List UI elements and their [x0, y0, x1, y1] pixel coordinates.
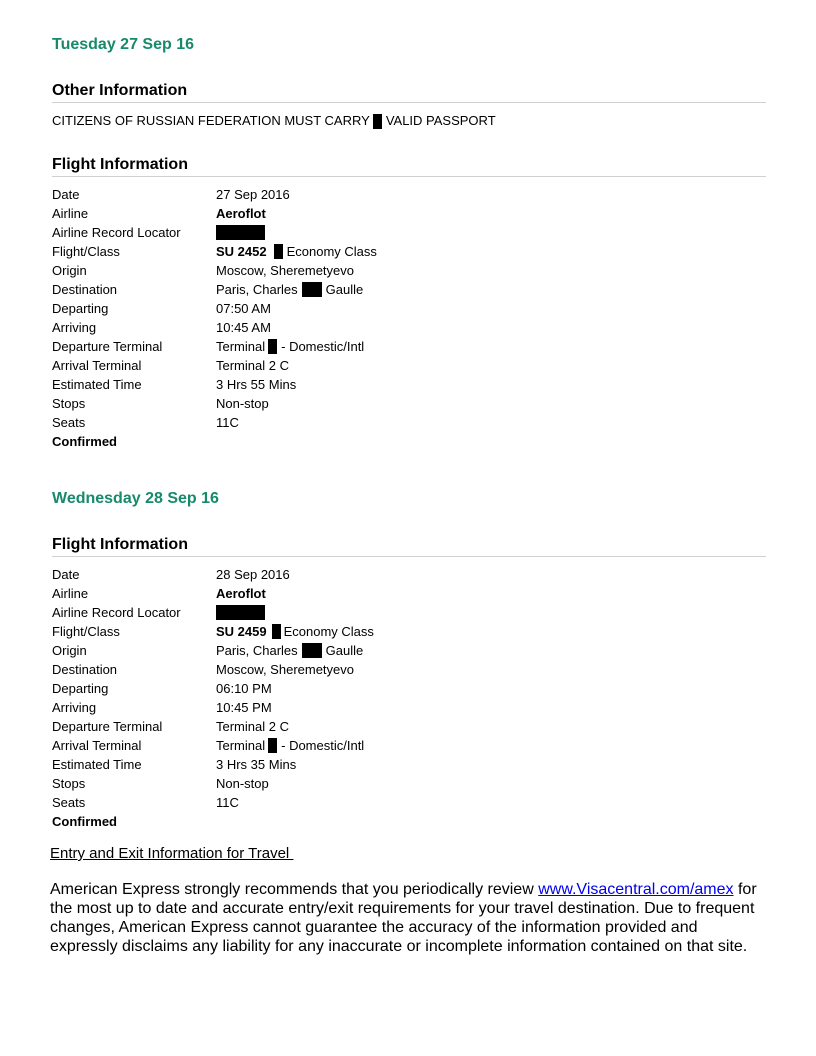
- redaction-block: [302, 282, 322, 297]
- value-flight-class: [216, 624, 374, 639]
- passport-notice-text-b: VALID PASSPORT: [385, 113, 496, 128]
- value-arriving: 10:45 PM: [216, 700, 272, 715]
- row-destination: [52, 280, 377, 299]
- visacentral-link[interactable]: www.Visacentral.com/amex: [538, 881, 734, 898]
- row-flight-class: [52, 622, 374, 641]
- label-destination: Destination: [52, 662, 118, 677]
- label-arrival-terminal: Arrival Terminal: [52, 738, 142, 753]
- label-destination: Destination: [52, 282, 118, 297]
- label-estimated-time: Estimated Time: [52, 377, 142, 392]
- value-airline: Aeroflot: [216, 206, 266, 221]
- entry-exit-text-b: for the most up to date and accurate entry/exit requirements for your travel destination. Due to frequent changes, American Express cannot guarantee the accuracy of the information provided and expressly disclaims any liability for any inaccurate or incomplete information contained on that site.: [50, 881, 757, 955]
- value-seats: 11C: [216, 415, 239, 430]
- value-departing: 06:10 PM: [216, 681, 272, 696]
- redaction-block: [274, 244, 283, 259]
- label-date: Date: [52, 567, 80, 582]
- label-arrival-terminal: Arrival Terminal: [52, 358, 142, 373]
- row-arrival-terminal: [52, 356, 377, 375]
- label-flight-class: Flight/Class: [52, 244, 120, 259]
- entry-exit-heading: Entry and Exit Information for Travel: [50, 845, 294, 862]
- label-locator: Airline Record Locator: [52, 605, 181, 620]
- flight-details-2: [52, 565, 374, 831]
- row-flight-class: [52, 242, 377, 261]
- value-seats: 11C: [216, 795, 239, 810]
- terminal-part-a: Terminal: [216, 339, 266, 354]
- terminal-part-b: - Domestic/Intl: [281, 738, 365, 753]
- day-heading-2: Wednesday 28 Sep 16: [52, 490, 219, 507]
- value-origin: Moscow, Sheremetyevo: [216, 263, 355, 278]
- status-confirmed: Confirmed: [52, 434, 117, 449]
- label-stops: Stops: [52, 776, 86, 791]
- value-estimated-time: 3 Hrs 55 Mins: [216, 377, 297, 392]
- value-departure-terminal: [216, 339, 364, 354]
- label-locator: Airline Record Locator: [52, 225, 181, 240]
- other-information-title: Other Information: [52, 82, 766, 103]
- value-airline: Aeroflot: [216, 586, 266, 601]
- redaction-block: [373, 114, 382, 129]
- value-arrival-terminal: [216, 738, 364, 753]
- label-airline: Airline: [52, 206, 89, 221]
- label-date: Date: [52, 187, 80, 202]
- label-seats: Seats: [52, 795, 86, 810]
- value-origin: [216, 643, 363, 658]
- value-locator: [216, 605, 265, 620]
- passport-notice: [52, 113, 496, 129]
- redaction-block: [302, 643, 322, 658]
- flight-number: SU 2459: [216, 624, 267, 639]
- flight-details-1: [52, 185, 377, 451]
- redaction-block: [216, 225, 265, 240]
- value-arrival-terminal: Terminal 2 C: [216, 358, 289, 373]
- passport-notice-text-a: CITIZENS OF RUSSIAN FEDERATION MUST CARRY: [52, 113, 370, 128]
- row-stops: [52, 774, 374, 793]
- row-departure-terminal: [52, 717, 374, 736]
- label-arriving: Arriving: [52, 700, 97, 715]
- label-departing: Departing: [52, 301, 109, 316]
- row-date: [52, 185, 377, 204]
- value-stops: Non-stop: [216, 776, 269, 791]
- row-airline: [52, 584, 374, 603]
- value-estimated-time: 3 Hrs 35 Mins: [216, 757, 297, 772]
- redaction-block: [268, 738, 277, 753]
- label-flight-class: Flight/Class: [52, 624, 120, 639]
- entry-exit-notice: [50, 880, 766, 956]
- row-estimated-time: [52, 755, 374, 774]
- row-departing: [52, 679, 374, 698]
- flight-information-title-1: Flight Information: [52, 156, 766, 177]
- row-locator: [52, 223, 377, 242]
- terminal-part-a: Terminal: [216, 738, 266, 753]
- label-stops: Stops: [52, 396, 86, 411]
- label-departure-terminal: Departure Terminal: [52, 339, 163, 354]
- terminal-part-b: - Domestic/Intl: [281, 339, 365, 354]
- row-airline: [52, 204, 377, 223]
- status-confirmed: Confirmed: [52, 814, 117, 829]
- value-departure-terminal: Terminal 2 C: [216, 719, 289, 734]
- row-origin: [52, 641, 374, 660]
- row-estimated-time: [52, 375, 377, 394]
- day-heading-1: Tuesday 27 Sep 16: [52, 36, 194, 53]
- origin-part-b: Gaulle: [325, 643, 364, 658]
- label-arriving: Arriving: [52, 320, 97, 335]
- label-departure-terminal: Departure Terminal: [52, 719, 163, 734]
- value-destination: Moscow, Sheremetyevo: [216, 662, 355, 677]
- value-locator: [216, 225, 265, 240]
- redaction-block: [216, 605, 265, 620]
- value-arriving: 10:45 AM: [216, 320, 271, 335]
- label-airline: Airline: [52, 586, 89, 601]
- row-destination: [52, 660, 374, 679]
- row-locator: [52, 603, 374, 622]
- row-arriving: [52, 698, 374, 717]
- row-seats: [52, 413, 377, 432]
- label-estimated-time: Estimated Time: [52, 757, 142, 772]
- entry-exit-text-a: American Express strongly recommends that you periodically review: [50, 881, 539, 898]
- row-arrival-terminal: [52, 736, 374, 755]
- row-departure-terminal: [52, 337, 377, 356]
- value-departing: 07:50 AM: [216, 301, 271, 316]
- flight-number: SU 2452: [216, 244, 267, 259]
- row-origin: [52, 261, 377, 280]
- redaction-block: [268, 339, 277, 354]
- destination-part-a: Paris, Charles: [216, 282, 298, 297]
- row-arriving: [52, 318, 377, 337]
- redaction-block: [272, 624, 281, 639]
- flight-class: Economy Class: [286, 244, 377, 259]
- label-origin: Origin: [52, 643, 87, 658]
- value-flight-class: [216, 244, 377, 259]
- value-date: 27 Sep 2016: [216, 187, 290, 202]
- row-stops: [52, 394, 377, 413]
- label-seats: Seats: [52, 415, 86, 430]
- row-departing: [52, 299, 377, 318]
- row-seats: [52, 793, 374, 812]
- flight-class: Economy Class: [283, 624, 374, 639]
- value-stops: Non-stop: [216, 396, 269, 411]
- origin-part-a: Paris, Charles: [216, 643, 298, 658]
- destination-part-b: Gaulle: [325, 282, 364, 297]
- label-departing: Departing: [52, 681, 109, 696]
- value-date: 28 Sep 2016: [216, 567, 290, 582]
- row-date: [52, 565, 374, 584]
- label-origin: Origin: [52, 263, 87, 278]
- value-destination: [216, 282, 363, 297]
- flight-information-title-2: Flight Information: [52, 536, 766, 557]
